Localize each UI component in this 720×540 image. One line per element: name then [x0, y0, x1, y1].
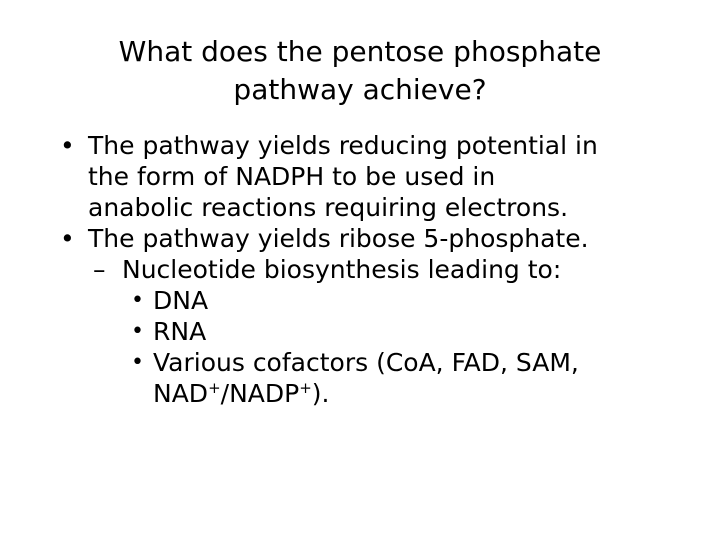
- sub-sub-bullet-text: DNA: [153, 286, 209, 315]
- sub-bullet-text: Nucleotide biosynthesis leading to:: [122, 255, 562, 284]
- sub-bullet-nucleotide-biosynthesis: [0, 254, 720, 285]
- sub-sub-bullet-dna: [0, 285, 720, 316]
- sub-sub-bullet-text: RNA: [153, 317, 207, 346]
- bullet-item-ribose: [0, 223, 668, 254]
- sub-sub-bullet-rna: [0, 316, 720, 347]
- bullet-text-line: the form of NADPH to be used in: [88, 162, 496, 191]
- title-line-1: What does the pentose phosphate: [118, 35, 602, 68]
- bullet-item-reducing-potential: [0, 130, 668, 223]
- dash-marker: –: [93, 255, 106, 284]
- bullet-marker: •: [131, 288, 144, 313]
- bullet-marker: •: [131, 319, 144, 344]
- superscript-plus: +: [208, 379, 221, 397]
- bullet-marker: •: [60, 131, 75, 160]
- sub-sub-bullet-text-line-2: [153, 378, 720, 409]
- bullet-marker: •: [131, 350, 144, 375]
- bullet-marker: •: [60, 224, 75, 253]
- sub-sub-bullet-cofactors: [0, 347, 720, 409]
- sub-sub-bullet-text: Various cofactors (CoA, FAD, SAM,: [153, 348, 579, 377]
- bullet-text-line: The pathway yields reducing potential in: [88, 131, 598, 160]
- slide-title: [40, 33, 680, 109]
- bullet-list: [0, 130, 720, 409]
- superscript-plus: +: [299, 379, 312, 397]
- closing-text: ).: [311, 379, 330, 408]
- bullet-text-line: anabolic reactions requiring electrons.: [88, 193, 569, 222]
- nad-text: NAD: [153, 379, 209, 408]
- bullet-text-line: The pathway yields ribose 5-phosphate.: [88, 224, 589, 253]
- nadp-text: /NADP: [220, 379, 300, 408]
- title-line-2: pathway achieve?: [233, 73, 487, 106]
